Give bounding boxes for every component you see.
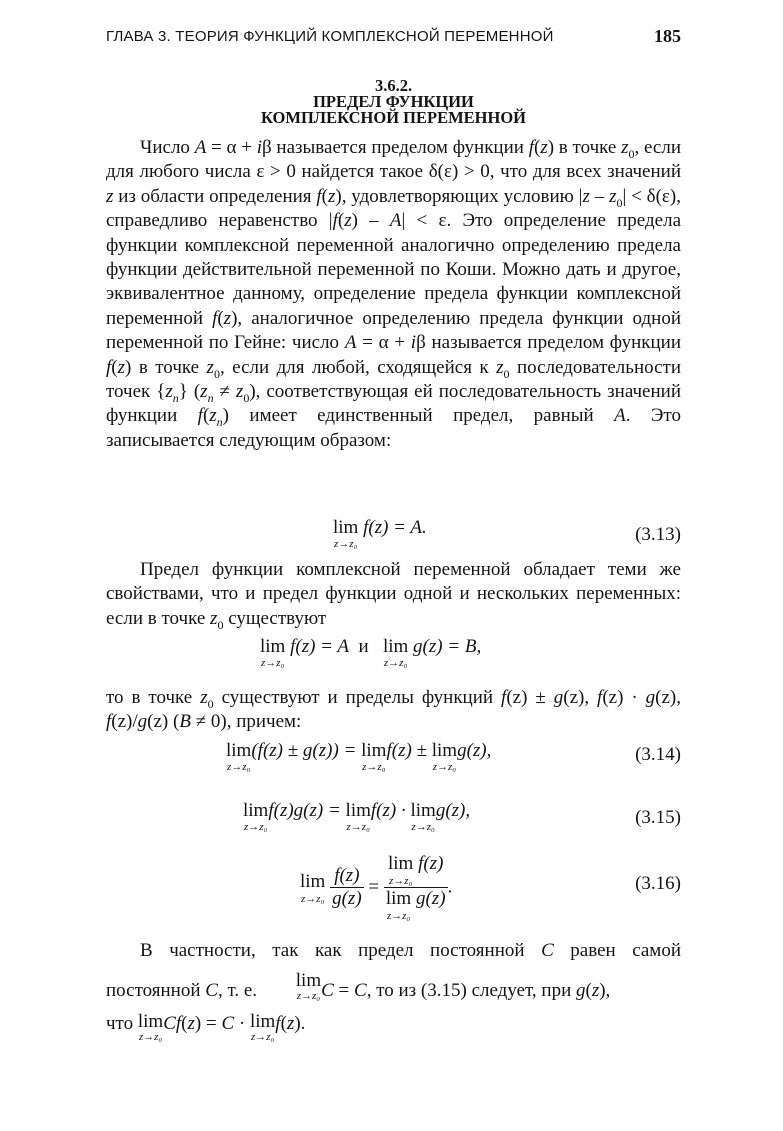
paragraph-consequence: то в точке $z_0$ существуют и пределы функций f(z) ± g(z), f(z) · g(z), f(z)/g(z) (B ≠ 0), причем:	[106, 687, 681, 733]
equation-number-3-15: (3.15)	[635, 807, 681, 828]
section-heading	[106, 78, 681, 126]
lim-operator: lim z→z₀	[361, 740, 387, 773]
lim-operator: lim z→z₀	[260, 636, 286, 669]
equation-number-3-14: (3.14)	[635, 744, 681, 765]
lim-operator: lim z→z₀	[226, 740, 252, 773]
equation-limits-A-B: lim z→z₀ f(z) = A и lim z→z₀ g(z) = B,	[260, 636, 482, 669]
equation-number-3-16: (3.16)	[635, 873, 681, 894]
equation-3-14: lim z→z₀ (f(z) ± g(z)) = lim z→z₀ f(z) ± lim z→z₀ g(z),	[226, 740, 492, 773]
fraction-lim-f-over-lim-g: lim z→z₀ f(z) lim z→z₀ g(z)	[385, 853, 446, 922]
lim-operator: lim z→z₀	[243, 800, 269, 833]
lim-operator: lim z→z₀	[295, 970, 322, 1002]
paragraph-constant: В частности, так как предел постоянной C равен самой постоянной C, т. е. lim z→z₀ C = C, то из (3.15) следует, при g(z),	[106, 940, 681, 1002]
section-title-line-1: ПРЕДЕЛ ФУНКЦИИ	[313, 92, 474, 111]
paragraph-properties: Предел функции комплексной переменной обладает теми же свойствами, что и предел функции одной и нескольких переменных: если в точке $z_0$ существуют	[106, 559, 681, 632]
equation-number-3-13: (3.13)	[635, 524, 681, 545]
running-head	[106, 26, 681, 52]
chapter-title: ГЛАВА 3. ТЕОРИЯ ФУНКЦИЙ КОМПЛЕКСНОЙ ПЕРЕМЕННОЙ	[106, 28, 554, 45]
equation-3-16: lim z→z₀ $\frac{f(z)}{g(z)}$ = lim z→z₀ f(z) lim z→z₀ g(z) .	[300, 853, 453, 922]
section-number: 3.6.2.	[374, 76, 413, 95]
paragraph-definition: Число A = α + iβ называется пределом функции f(z) в точке $z_0$, если для любого числа ε > 0 найдется такое δ(ε) > 0, что для всех значений z из области определения f(z), удовлетворяющих условию $|z - z_0| < \delta(\varepsilon)$, справедливо неравенство |f(z) – A| < ε. Это определение предела функции комплексной переменной аналогично определению предела функции действительной переменной по Коши. Можно дать и другое, эквивалентное данному, определение предела функции комплексной переменной f(z), аналогичное определению предела функции одной переменной по Гейне: число A = α + iβ называется пределом функции f(z) в точке $z_0$, если для любой, сходящейся к $z_0$ последовательности точек $\{z_n\} (z_n \ne z_0)$, соответствующая ей последовательность значений функции $f(z_n)$ имеет единственный предел, равный A. Это записывается следующим образом:	[106, 137, 681, 451]
fraction-f-over-g: $\frac{f(z)}{g(z)}$	[332, 865, 362, 909]
lim-operator: lim z→z₀	[333, 517, 359, 550]
equation-3-13: lim z→z₀ f(z) = A.	[333, 517, 427, 550]
lim-operator: lim z→z₀	[410, 800, 436, 833]
lim-operator: lim z→z₀	[249, 1011, 276, 1043]
section-title-line-2: КОМПЛЕКСНОЙ ПЕРЕМЕННОЙ	[260, 108, 527, 127]
lim-operator: lim z→z₀	[300, 870, 326, 905]
page-number: 185	[654, 26, 681, 46]
lim-operator: lim z→z₀	[137, 1011, 164, 1043]
lim-operator: lim z→z₀	[431, 740, 458, 773]
lim-operator: lim z→z₀	[382, 636, 409, 669]
paragraph-conclusion: что lim z→z₀ Cf(z) = C · lim z→z₀ f(z).	[106, 1011, 306, 1043]
lim-operator: lim z→z₀	[345, 800, 371, 833]
equation-3-15: lim z→z₀ f(z)g(z) = lim z→z₀ f(z) · lim z→z₀ g(z),	[243, 800, 471, 833]
